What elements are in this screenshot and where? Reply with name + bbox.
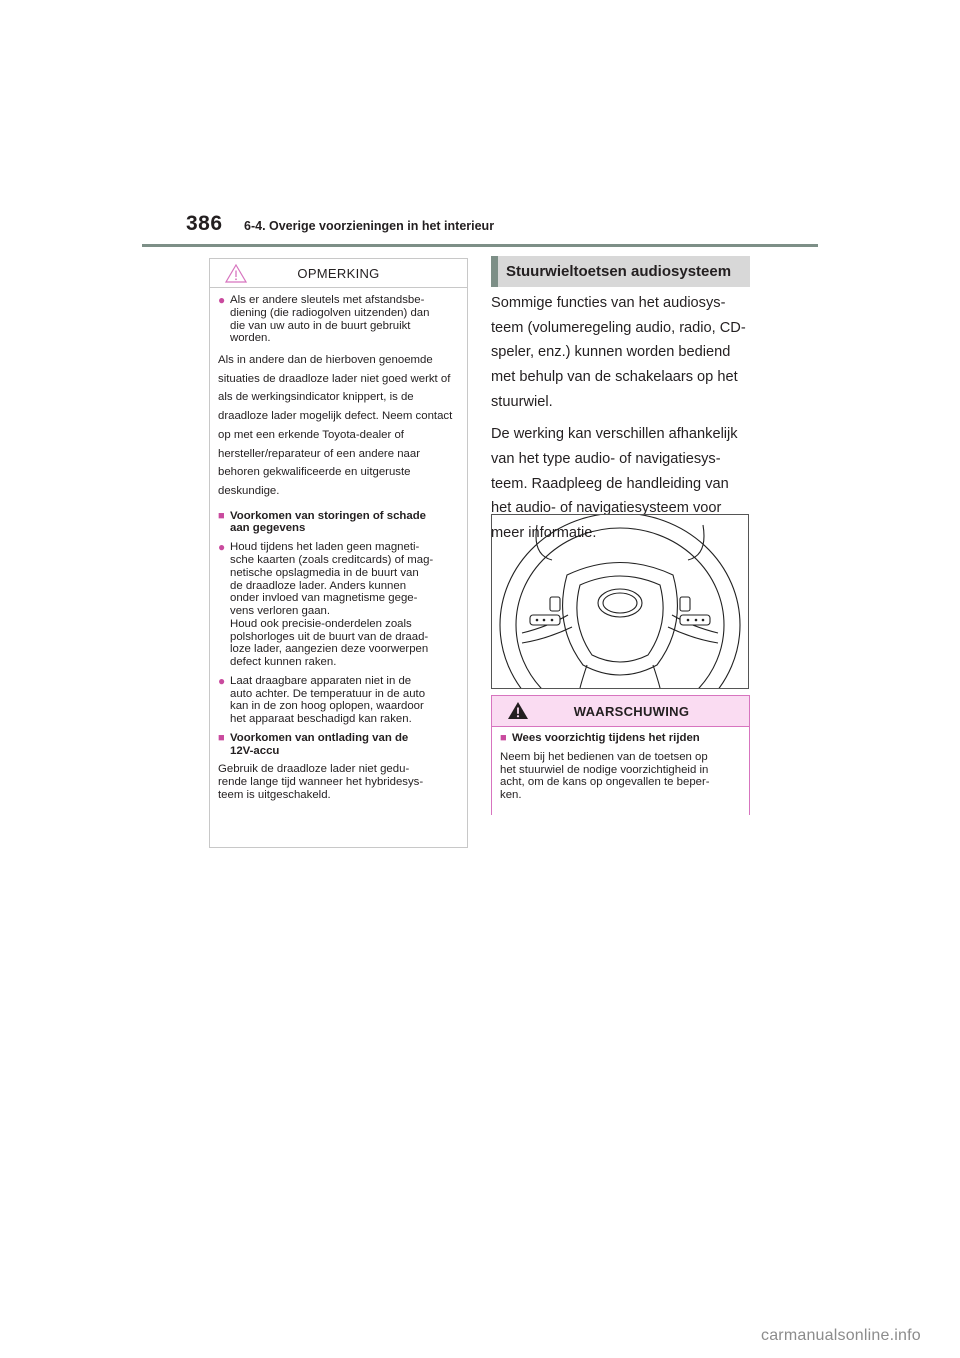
steering-wheel-illustration: [491, 514, 749, 689]
warning-header: [492, 696, 749, 727]
section-title: 6-4. Overige voorzieningen in het interieur: [244, 219, 495, 233]
note-bullet-text: Als er andere sleutels met afstandsbe- diening (die radiogolven uitzenden) dan die van uw auto in de buurt gebruikt worden.: [230, 294, 430, 345]
note-subheading: [218, 732, 459, 758]
warning-subheading: [500, 732, 741, 745]
bullet-dot-icon: ●: [218, 540, 226, 555]
audio-paragraph: Sommige functies van het audiosys- teem (volumeregeling audio, radio, CD- speler, enz.) kunnen worden bediend met behulp van de schakelaars op het stuurwiel.: [491, 295, 746, 410]
note-bullet: [218, 294, 459, 345]
warning-text: Neem bij het bedienen van de toetsen op het stuurwiel de nodige voorzichtigheid in acht, om de kans op ongevallen te beper- ken.: [500, 750, 710, 802]
watermark: carmanualsonline.info: [761, 1327, 921, 1344]
note-subheading-text: Voorkomen van storingen of schade aan gegevens: [230, 509, 426, 535]
note-bullet: [218, 541, 459, 669]
note-box: [209, 258, 468, 848]
warning-body: [492, 727, 749, 815]
note-bullet-text: Houd tijdens het laden geen magneti- sche kaarten (zoals creditcards) of mag- netische opslagmedia in de buurt van de draadloze lader. Anders kunnen onder invloed van magnetisme gege- vens verloren gaan. Houd ook precisie-onderdelen zoals polshorloges uit de buurt van de draad- loze lader, aangezien deze voorwerpen defect kunnen raken.: [230, 541, 434, 669]
warning-title: WAARSCHUWING: [573, 703, 690, 719]
header-rule: [142, 244, 818, 247]
note-paragraph: Gebruik de draadloze lader niet gedu- rende lange tijd wanneer het hybridesys- teem is uitgeschakeld.: [218, 763, 424, 801]
warning-subheading-text: Wees voorzichtig tijdens het rijden: [512, 732, 700, 744]
note-paragraph: Als in andere dan de hierboven genoemde situaties de draadloze lader niet goed werkt of als de werkingsindicator knippert, is de draadloze lader mogelijk defect. Neem contact op met een erkende Toyota-dealer of hersteller/reparateur of een andere naar behoren gekwalificeerde en uitgeruste deskundige.: [218, 354, 453, 497]
warning-triangle-filled-icon: [507, 701, 529, 720]
note-bullet: [218, 675, 459, 726]
square-bullet-icon: ■: [218, 731, 225, 744]
steering-wheel-icon: [492, 515, 748, 688]
page-number: 386: [186, 212, 223, 235]
bullet-dot-icon: ●: [218, 673, 226, 688]
audio-paragraph: De werking kan verschillen afhankelijk van het type audio- of navigatiesys- teem. Raadpleeg de handleiding van het audio- of navigatiesysteem voor meer informatie.: [491, 426, 738, 541]
warning-box: [491, 695, 750, 815]
heading-accent-bar: [491, 256, 498, 287]
note-header: [210, 259, 467, 288]
square-bullet-icon: ■: [500, 732, 507, 744]
note-subheading: [218, 510, 459, 536]
note-body: [210, 288, 467, 802]
audio-section-heading-text: Stuurwieltoetsen audiosysteem: [506, 263, 732, 280]
note-bullet-text: Laat draagbare apparaten niet in de auto achter. De temperatuur in de auto kan in de zon hoog oplopen, waardoor het apparaat beschadigd kan raken.: [230, 674, 426, 726]
note-title: OPMERKING: [297, 265, 380, 281]
square-bullet-icon: ■: [218, 509, 225, 522]
bullet-dot-icon: ●: [218, 293, 226, 307]
caution-triangle-outline-icon: [225, 264, 247, 283]
audio-section-heading: [491, 256, 750, 287]
note-subheading-text: Voorkomen van ontlading van de 12V-accu: [230, 731, 409, 757]
